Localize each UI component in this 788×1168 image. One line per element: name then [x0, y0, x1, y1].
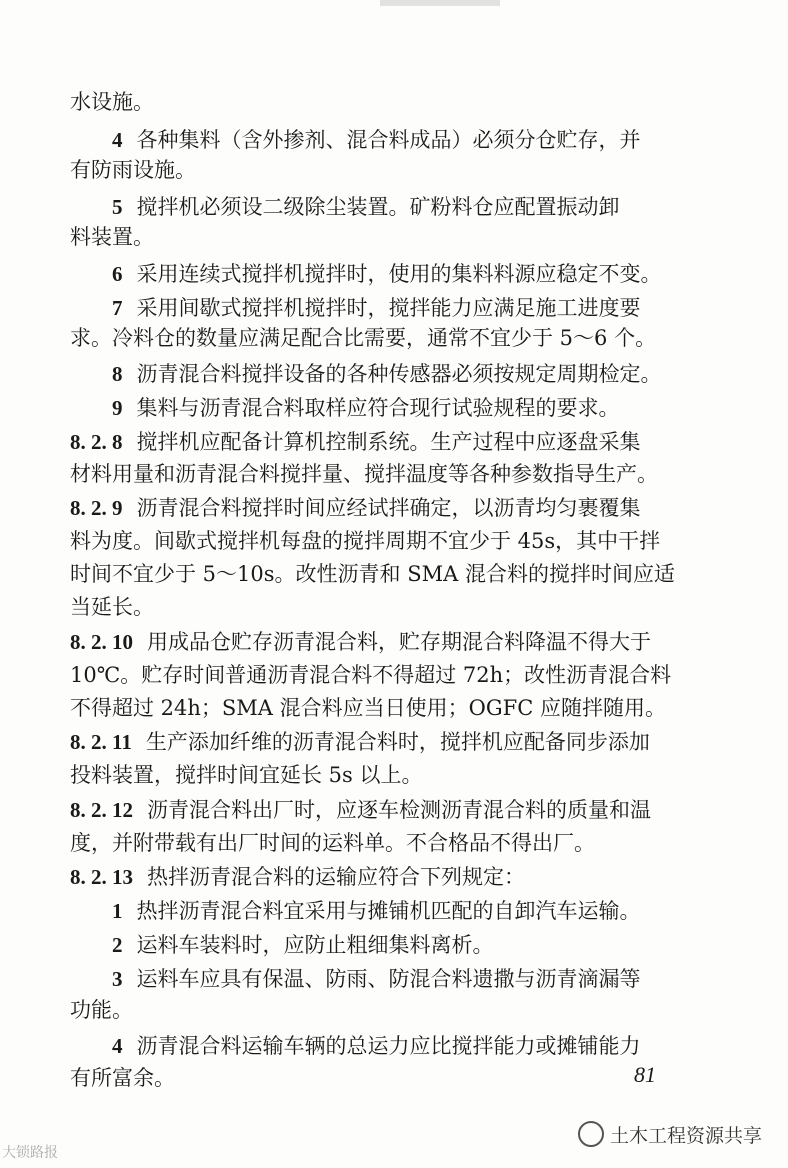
section-8-2-12: 8. 2. 12 沥青混合料出厂时，应逐车检测沥青混合料的质量和温 — [70, 798, 651, 822]
text-line-22: 度，并附带载有出厂时间的运料单。不合格品不得出厂。 — [70, 831, 595, 855]
watermark-right — [578, 1118, 778, 1150]
section-8-2-11: 8. 2. 11 生产添加纤维的沥青混合料时，搅拌机应配备同步添加 — [70, 730, 650, 754]
list-item-8: 8 沥青混合料搅拌设备的各种传感器必须按规定周期检定。 — [112, 362, 662, 386]
text-line-14: 时间不宜少于 5～10s。改性沥青和 SMA 混合料的搅拌时间应适 — [70, 562, 675, 586]
text-line-20: 投料装置，搅拌时间宜延长 5s 以上。 — [70, 763, 423, 787]
text-line-27: 功能。 — [70, 998, 133, 1022]
list-item-4b: 4 沥青混合料运输车辆的总运力应比搅拌能力或摊铺能力 — [112, 1034, 641, 1058]
text-line-18: 不得超过 24h；SMA 混合料应当日使用；OGFC 应随拌随用。 — [70, 696, 666, 720]
list-item-2: 2 运料车装料时，应防止粗细集料离析。 — [112, 933, 494, 957]
watermark-left: 大锁路报 — [2, 1145, 58, 1161]
section-8-2-9: 8. 2. 9 沥青混合料搅拌时间应经试拌确定，以沥青均匀裹覆集 — [70, 496, 641, 520]
list-item-1: 1 热拌沥青混合料宜采用与摊铺机匹配的自卸汽车运输。 — [112, 899, 641, 923]
section-8-2-13: 8. 2. 13 热拌沥青混合料的运输应符合下列规定： — [70, 865, 525, 889]
section-8-2-10: 8. 2. 10 用成品仓贮存沥青混合料，贮存期混合料降温不得大于 — [70, 630, 651, 654]
text-line-29: 有所富余。 — [70, 1066, 175, 1090]
list-item-6: 6 采用连续式搅拌机搅拌时，使用的集料料源应稳定不变。 — [112, 262, 662, 286]
text-line-2: 有防雨设施。 — [70, 158, 196, 182]
wechat-icon — [578, 1121, 604, 1147]
watermark-right-text: 土木工程资源共享 — [610, 1124, 763, 1147]
text-line-0: 水设施。 — [70, 90, 154, 114]
list-item-4: 4 各种集料（含外掺剂、混合料成品）必须分仓贮存，并 — [112, 128, 641, 152]
text-line-11: 材料用量和沥青混合料搅拌量、搅拌温度等各种参数指导生产。 — [70, 462, 658, 486]
top-edge-mark — [380, 0, 500, 6]
text-line-7: 求。冷料仓的数量应满足配合比需要，通常不宜少于 5～6 个。 — [70, 326, 657, 350]
page-number: 81 — [634, 1062, 656, 1087]
text-line-15: 当延长。 — [70, 595, 154, 619]
list-item-7: 7 采用间歇式搅拌机搅拌时，搅拌能力应满足施工进度要 — [112, 296, 641, 320]
text-line-17: 10℃。贮存时间普通沥青混合料不得超过 72h；改性沥青混合料 — [70, 663, 672, 687]
list-item-3: 3 运料车应具有保温、防雨、防混合料遗撒与沥青滴漏等 — [112, 967, 641, 991]
list-item-9: 9 集料与沥青混合料取样应符合现行试验规程的要求。 — [112, 396, 620, 420]
text-line-13: 料为度。间歇式搅拌机每盘的搅拌周期不宜少于 45s，其中干拌 — [70, 529, 661, 553]
list-item-5: 5 搅拌机必须设二级除尘装置。矿粉料仓应配置振动卸 — [112, 195, 620, 219]
text-line-4: 料装置。 — [70, 225, 154, 249]
section-8-2-8: 8. 2. 8 搅拌机应配备计算机控制系统。生产过程中应逐盘采集 — [70, 430, 641, 454]
